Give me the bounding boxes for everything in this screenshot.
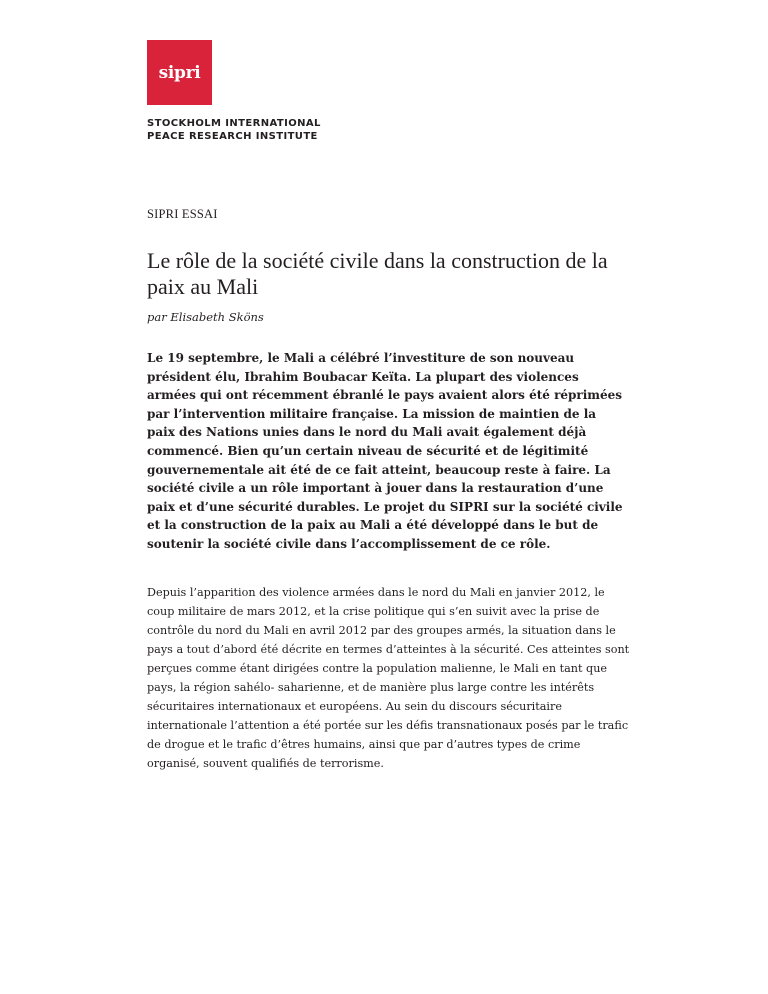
institute-name-line2: PEACE RESEARCH INSTITUTE	[147, 131, 318, 142]
series-label: SIPRI ESSAI	[147, 207, 218, 221]
sipri-logo	[147, 40, 212, 105]
institute-name-line1: STOCKHOLM INTERNATIONAL	[147, 118, 321, 129]
institute-name	[147, 117, 321, 143]
abstract-paragraph: Le 19 septembre, le Mali a célébré l’investiture de son nouveau président élu, Ibrahim Boubacar Keïta. La plupart des violences armées qui ont récemment ébranlé le pays avaient alors été réprimées par l’intervention militaire française. La mission de maintien de la paix des Nations unies dans le nord du Mali avait également déjà commencé. Bien qu’un certain niveau de sécurité et de légitimité gouvernementale ait été de ce fait atteint, beaucoup reste à faire. La société civile a un rôle important à jouer dans la restauration d’une paix et d’une sécurité durables. Le projet du SIPRI sur la société civile et la construction de la paix au Mali a été développé dans le but de soutenir la société civile dans l’accomplissement de ce rôle.	[147, 351, 623, 551]
document-title: Le rôle de la société civile dans la construction de la paix au Mali	[147, 248, 608, 299]
logo-text: sipri	[158, 62, 201, 83]
body-paragraph: Depuis l’apparition des violence armées dans le nord du Mali en janvier 2012, le coup militaire de mars 2012, et la crise politique qui s’en suivit avec la prise de contrôle du nord du Mali en avril 2012 par des groupes armés, la situation dans le pays a tout d’abord été décrite en termes d’atteintes à la sécurité. Ces atteintes sont perçues comme étant dirigées contre la population malienne, le Mali en tant que pays, la région sahélo- saharienne, et de manière plus large contre les intérêts sécuritaires internationaux et européens. Au sein du discours sécuritaire internationale l’attention a été portée sur les défis transnationaux posés par le trafic de drogue et le trafic d’êtres humains, ainsi que par d’autres types de crime organisé, souvent qualifiés de terrorisme.	[147, 586, 630, 770]
author-byline: par Elisabeth Sköns	[147, 310, 264, 324]
